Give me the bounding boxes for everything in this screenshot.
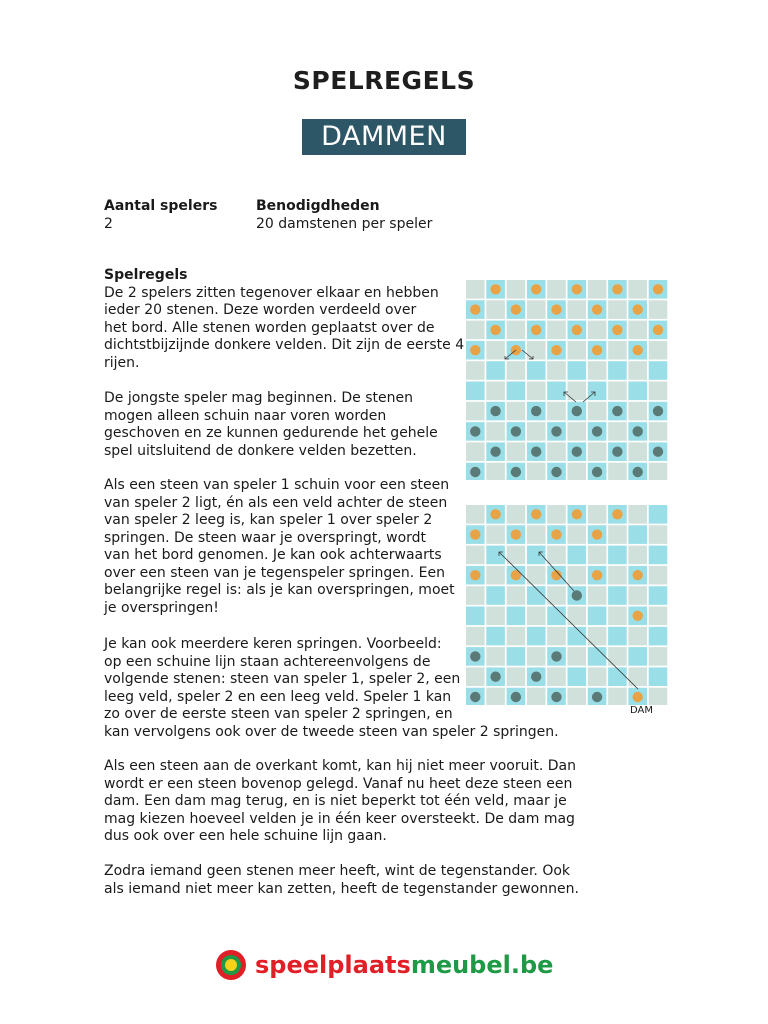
light-square bbox=[547, 361, 566, 380]
light-square bbox=[649, 341, 668, 360]
player1-stone bbox=[490, 284, 500, 294]
light-square bbox=[486, 647, 505, 666]
supplies-value: 20 damstenen per speler bbox=[256, 216, 433, 232]
board-diagram-start-position bbox=[466, 280, 674, 480]
dark-square bbox=[628, 382, 647, 401]
rules-paragraph-3: Als een steen van speler 1 schuin voor een steen van speler 2 ligt, én als een veld achter de steen van speler 2 leeg is, kan speler 1 over speler 2 springen. De steen waar je overspringt, wordt van het bord genomen. Je kan ook achterwaarts over een steen van je tegenspeler springen. Een belangrijke regel is: als je kan overspringen, moet je overspringen! bbox=[104, 477, 455, 616]
light-square bbox=[466, 321, 485, 340]
player1-stone bbox=[470, 345, 480, 355]
light-square bbox=[568, 300, 587, 319]
player2-stone bbox=[633, 426, 643, 436]
light-square bbox=[486, 607, 505, 626]
light-square bbox=[608, 422, 627, 441]
rules-paragraph-1: De 2 spelers zitten tegenover elkaar en hebben ieder 20 stenen. Deze worden verdeeld over het bord. Alle stenen worden geplaatst over de dichtstbijzijnde donkere velden. Dit zijn de eerste 4 rijen. bbox=[104, 284, 465, 371]
rules-paragraph-4: Je kan ook meerdere keren springen. Voorbeeld: op een schuine lijn staan achtereenvolgens de volgende stenen: steen van speler 1, speler 2, een leeg veld, speler 2 en een leeg veld. Speler 1 kan zo over de eerste steen van speler 2 springen, en kan vervolgens ook over de tweede steen van speler 2 springen. bbox=[104, 636, 559, 740]
light-square bbox=[527, 463, 546, 480]
light-square bbox=[649, 463, 668, 480]
dark-square bbox=[486, 627, 505, 646]
dark-square bbox=[649, 505, 668, 524]
dark-square bbox=[486, 361, 505, 380]
light-square bbox=[649, 300, 668, 319]
dark-square bbox=[608, 586, 627, 605]
player1-stone bbox=[531, 284, 541, 294]
player2-stone bbox=[470, 426, 480, 436]
dark-square bbox=[588, 647, 607, 666]
light-square bbox=[588, 505, 607, 524]
light-square bbox=[588, 667, 607, 686]
light-square bbox=[486, 382, 505, 401]
light-square bbox=[547, 667, 566, 686]
light-square bbox=[466, 667, 485, 686]
player2-stone bbox=[572, 590, 582, 600]
dark-square bbox=[466, 382, 485, 401]
logo-word-meubel: meubel.be bbox=[410, 951, 554, 979]
dark-square bbox=[628, 525, 647, 544]
dark-square bbox=[486, 586, 505, 605]
player1-stone bbox=[592, 570, 602, 580]
light-square bbox=[466, 586, 485, 605]
light-square bbox=[588, 546, 607, 565]
light-square bbox=[507, 586, 526, 605]
light-square bbox=[466, 546, 485, 565]
player1-stone bbox=[592, 345, 602, 355]
light-square bbox=[608, 463, 627, 480]
light-square bbox=[568, 647, 587, 666]
light-square bbox=[527, 382, 546, 401]
light-square bbox=[608, 525, 627, 544]
player1-stone bbox=[551, 529, 561, 539]
dark-square bbox=[466, 607, 485, 626]
player1-stone bbox=[511, 529, 521, 539]
light-square bbox=[628, 280, 647, 299]
player1-stone bbox=[633, 570, 643, 580]
light-square bbox=[628, 361, 647, 380]
light-square bbox=[649, 607, 668, 626]
light-square bbox=[649, 422, 668, 441]
dark-square bbox=[527, 627, 546, 646]
dark-square bbox=[507, 647, 526, 666]
dark-square bbox=[608, 667, 627, 686]
light-square bbox=[608, 300, 627, 319]
player2-stone bbox=[551, 426, 561, 436]
light-square bbox=[466, 361, 485, 380]
dark-square bbox=[568, 361, 587, 380]
light-square bbox=[507, 442, 526, 461]
player1-stone bbox=[572, 509, 582, 519]
light-square bbox=[588, 586, 607, 605]
light-square bbox=[527, 647, 546, 666]
light-square bbox=[466, 402, 485, 421]
light-square bbox=[527, 300, 546, 319]
dark-square bbox=[568, 667, 587, 686]
light-square bbox=[507, 667, 526, 686]
player1-stone bbox=[551, 345, 561, 355]
player2-stone bbox=[470, 651, 480, 661]
player2-stone bbox=[592, 467, 602, 477]
dark-square bbox=[628, 647, 647, 666]
player2-stone bbox=[490, 672, 500, 682]
light-square bbox=[486, 566, 505, 585]
player2-stone bbox=[551, 467, 561, 477]
player1-stone bbox=[511, 304, 521, 314]
logo-wordmark bbox=[255, 949, 553, 981]
light-square bbox=[568, 566, 587, 585]
dam-caption: DAM bbox=[630, 705, 653, 716]
dark-square bbox=[547, 382, 566, 401]
player1-stone bbox=[633, 304, 643, 314]
light-square bbox=[527, 525, 546, 544]
supplies-label: Benodigdheden bbox=[256, 198, 380, 214]
light-square bbox=[588, 321, 607, 340]
player2-stone bbox=[531, 672, 541, 682]
light-square bbox=[628, 321, 647, 340]
player1-stone bbox=[592, 529, 602, 539]
player2-stone bbox=[653, 406, 663, 416]
light-square bbox=[649, 566, 668, 585]
dark-square bbox=[588, 607, 607, 626]
light-square bbox=[588, 402, 607, 421]
player1-stone bbox=[531, 325, 541, 335]
dark-square bbox=[608, 361, 627, 380]
player2-stone bbox=[531, 406, 541, 416]
player2-stone bbox=[490, 447, 500, 457]
rules-paragraph-6: Zodra iemand geen stenen meer heeft, wint de tegenstander. Ook als iemand niet meer kan zetten, heeft de tegenstander gewonnen. bbox=[104, 863, 579, 897]
light-square bbox=[568, 422, 587, 441]
player2-stone bbox=[490, 406, 500, 416]
player1-stone bbox=[490, 325, 500, 335]
game-title-badge: DAMMEN bbox=[302, 119, 466, 155]
light-square bbox=[628, 627, 647, 646]
dark-square bbox=[507, 382, 526, 401]
dark-square bbox=[649, 586, 668, 605]
light-square bbox=[628, 402, 647, 421]
light-square bbox=[547, 402, 566, 421]
player1-stone bbox=[470, 304, 480, 314]
light-square bbox=[486, 341, 505, 360]
light-square bbox=[507, 505, 526, 524]
light-square bbox=[547, 505, 566, 524]
light-square bbox=[628, 546, 647, 565]
light-square bbox=[608, 566, 627, 585]
light-square bbox=[608, 341, 627, 360]
player1-stone bbox=[470, 529, 480, 539]
light-square bbox=[649, 525, 668, 544]
player1-stone bbox=[551, 304, 561, 314]
player1-stone bbox=[470, 570, 480, 580]
player2-stone bbox=[551, 651, 561, 661]
light-square bbox=[466, 505, 485, 524]
light-square bbox=[527, 607, 546, 626]
player2-stone bbox=[470, 692, 480, 702]
dark-square bbox=[649, 627, 668, 646]
player2-stone bbox=[531, 447, 541, 457]
logo-word-speelplaats: speelplaats bbox=[255, 951, 411, 979]
player2-stone bbox=[572, 406, 582, 416]
player1-stone bbox=[572, 325, 582, 335]
light-square bbox=[568, 688, 587, 705]
player1-stone bbox=[633, 345, 643, 355]
dark-square bbox=[608, 627, 627, 646]
dark-square bbox=[527, 361, 546, 380]
player2-stone bbox=[511, 426, 521, 436]
light-square bbox=[628, 667, 647, 686]
light-square bbox=[466, 627, 485, 646]
player1-stone bbox=[612, 284, 622, 294]
light-square bbox=[628, 442, 647, 461]
light-square bbox=[547, 280, 566, 299]
light-square bbox=[547, 546, 566, 565]
light-square bbox=[588, 442, 607, 461]
light-square bbox=[547, 442, 566, 461]
dark-square bbox=[568, 627, 587, 646]
light-square bbox=[608, 688, 627, 705]
light-square bbox=[466, 280, 485, 299]
light-square bbox=[466, 442, 485, 461]
light-square bbox=[507, 361, 526, 380]
light-square bbox=[486, 688, 505, 705]
light-square bbox=[486, 300, 505, 319]
player2-stone bbox=[470, 467, 480, 477]
light-square bbox=[608, 607, 627, 626]
dark-square bbox=[507, 607, 526, 626]
light-square bbox=[507, 546, 526, 565]
player2-stone bbox=[572, 447, 582, 457]
light-square bbox=[527, 688, 546, 705]
player2-stone bbox=[592, 426, 602, 436]
player1-stone bbox=[572, 284, 582, 294]
dark-square bbox=[649, 361, 668, 380]
rules-intro bbox=[104, 267, 464, 372]
light-square bbox=[628, 505, 647, 524]
player1-stone bbox=[633, 692, 643, 702]
light-square bbox=[628, 586, 647, 605]
light-square bbox=[608, 647, 627, 666]
light-square bbox=[547, 627, 566, 646]
dark-square bbox=[527, 546, 546, 565]
player2-stone bbox=[612, 406, 622, 416]
player1-stone bbox=[531, 509, 541, 519]
player1-stone bbox=[633, 611, 643, 621]
rules-paragraph-2: De jongste speler mag beginnen. De stenen mogen alleen schuin naar voren worden geschoven en ze kunnen gedurende het gehele spel uitsluitend de donkere velden bezetten. bbox=[104, 390, 438, 459]
dark-square bbox=[588, 382, 607, 401]
rules-paragraph-5: Als een steen aan de overkant komt, kan hij niet meer vooruit. Dan wordt er een steen bovenop gelegd. Vanaf nu heet deze steen een dam. Een dam mag terug, en is niet beperkt tot één veld, maar je mag kiezen hoeveel velden je in één keer oversteekt. De dam mag dus ook over een hele schuine lijn gaan. bbox=[104, 758, 577, 844]
light-square bbox=[608, 382, 627, 401]
board-diagram-multi-jump bbox=[466, 505, 674, 705]
light-square bbox=[649, 647, 668, 666]
players-value: 2 bbox=[104, 216, 113, 232]
light-square bbox=[507, 627, 526, 646]
player2-stone bbox=[612, 447, 622, 457]
player1-stone bbox=[612, 325, 622, 335]
light-square bbox=[486, 525, 505, 544]
light-square bbox=[588, 361, 607, 380]
light-square bbox=[568, 463, 587, 480]
light-square bbox=[649, 382, 668, 401]
player1-stone bbox=[511, 570, 521, 580]
target-logo-icon bbox=[215, 949, 247, 981]
light-square bbox=[507, 321, 526, 340]
light-square bbox=[486, 422, 505, 441]
players-label: Aantal spelers bbox=[104, 198, 218, 214]
player1-stone bbox=[653, 325, 663, 335]
player2-stone bbox=[511, 692, 521, 702]
player1-stone bbox=[592, 304, 602, 314]
light-square bbox=[507, 280, 526, 299]
player1-stone bbox=[612, 509, 622, 519]
light-square bbox=[568, 341, 587, 360]
rules-heading: Spelregels bbox=[104, 267, 188, 283]
player2-stone bbox=[633, 467, 643, 477]
player2-stone bbox=[511, 467, 521, 477]
player1-stone bbox=[653, 284, 663, 294]
light-square bbox=[649, 688, 668, 705]
light-square bbox=[568, 525, 587, 544]
light-square bbox=[588, 280, 607, 299]
light-square bbox=[486, 463, 505, 480]
dark-square bbox=[608, 546, 627, 565]
dark-square bbox=[649, 546, 668, 565]
player2-stone bbox=[551, 692, 561, 702]
player2-stone bbox=[653, 447, 663, 457]
light-square bbox=[507, 402, 526, 421]
page-title: SPELREGELS bbox=[292, 66, 476, 95]
dark-square bbox=[547, 607, 566, 626]
player1-stone bbox=[490, 509, 500, 519]
dark-square bbox=[568, 546, 587, 565]
light-square bbox=[527, 422, 546, 441]
player2-stone bbox=[592, 692, 602, 702]
light-square bbox=[547, 321, 566, 340]
dark-square bbox=[649, 667, 668, 686]
